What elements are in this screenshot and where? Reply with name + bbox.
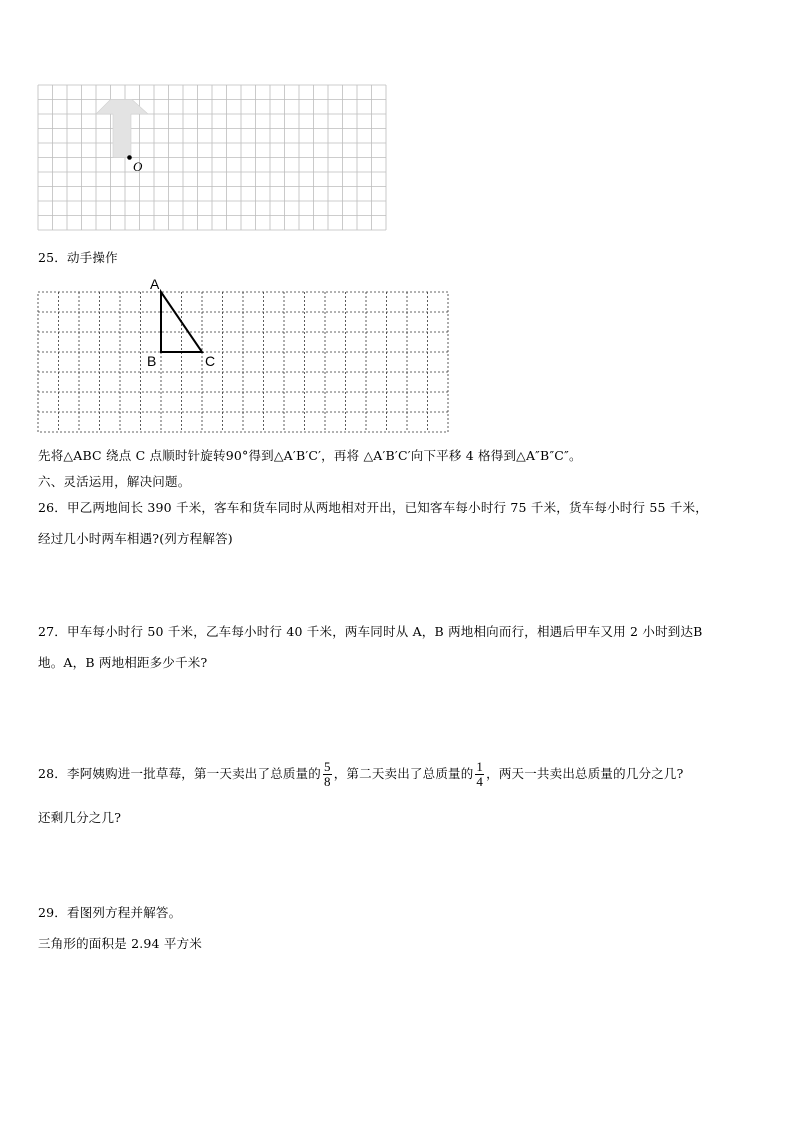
q25-instruction: 先将△ABC 绕点 C 点顺时针旋转90°得到△A′B′C′，再将 △A′B′C′向下平移 4 格得到△A″B″C″。 [38, 448, 582, 463]
q26-line2: 经过几小时两车相遇?(列方程解答) [38, 531, 233, 546]
fraction-five-eighths [323, 760, 332, 789]
q26-line1: 26．甲乙两地间长 390 千米，客车和货车同时从两地相对开出，已知客车每小时行 75 千米，货车每小时行 55 千米， [38, 500, 708, 515]
q25-heading: 25．动手操作 [38, 250, 118, 265]
vertex-b-label: B [147, 353, 157, 369]
q27-line1: 27．甲车每小时行 50 千米，乙车每小时行 40 千米，两车同时从 A，B 两地相向而行，相遇后甲车又用 2 小时到达B [38, 624, 703, 639]
q29-text: 三角形的面积是 2.94 平方米 [38, 936, 202, 951]
fraction-numerator: 1 [476, 759, 484, 774]
grid-figure-top [38, 85, 388, 232]
q28-part3: ，两天一共卖出总质量的几分之几? [486, 766, 684, 781]
fraction-numerator: 5 [324, 759, 331, 774]
q28-part1: 28．李阿姨购进一批草莓，第一天卖出了总质量的 [38, 766, 322, 781]
q28-line1 [38, 756, 684, 792]
q27-line2: 地。A，B 两地相距多少千米? [38, 655, 208, 670]
q29-heading: 29．看图列方程并解答。 [38, 905, 182, 920]
point-o [127, 155, 132, 160]
fraction-one-quarter [475, 760, 484, 789]
section-6-heading: 六、灵活运用，解决问题。 [38, 474, 191, 489]
fraction-denominator: 8 [324, 774, 331, 789]
fraction-denominator: 4 [476, 774, 484, 789]
q28-part2: ，第二天卖出了总质量的 [333, 766, 474, 781]
vertex-c-label: C [205, 353, 216, 369]
point-o-label: O [133, 159, 143, 174]
q28-line2: 还剩几分之几? [38, 810, 122, 825]
grid-figure-q25 [38, 292, 450, 434]
vertex-a-label: A [150, 276, 160, 292]
